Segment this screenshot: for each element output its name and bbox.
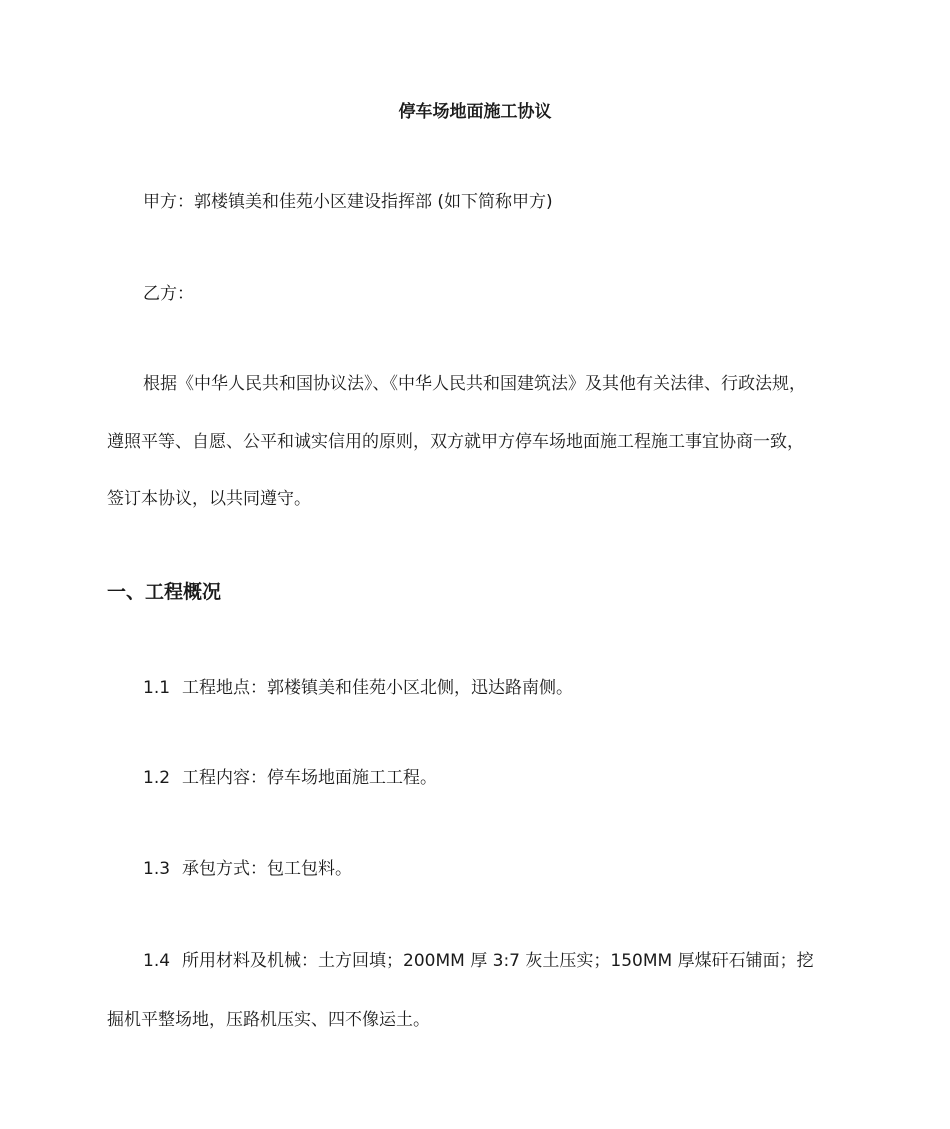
section-heading-overview: 一、工程概况 bbox=[107, 581, 222, 603]
clause-number: 1.4 bbox=[143, 951, 171, 971]
preamble-line-3: 签订本协议，以共同遵守。 bbox=[107, 489, 311, 509]
clause-1-4 bbox=[143, 949, 814, 973]
clause-number: 1.3 bbox=[143, 859, 171, 879]
clause-number: 1.2 bbox=[143, 768, 171, 788]
clause-text: 所用材料及机械：土方回填；200MM 厚 3:7 灰土压实；150MM 厚煤矸石铺面；挖 bbox=[182, 951, 814, 971]
clause-1-1 bbox=[143, 676, 573, 700]
clause-1-4-continuation: 掘机平整场地，压路机压实、四不像运土。 bbox=[107, 1010, 430, 1030]
document-title: 停车场地面施工协议 bbox=[398, 102, 552, 122]
preamble-line-2: 遵照平等、自愿、公平和诚实信用的原则，双方就甲方停车场地面施工程施工事宜协商一致， bbox=[107, 432, 804, 452]
clause-text: 承包方式：包工包料。 bbox=[182, 859, 353, 879]
clause-1-3 bbox=[143, 857, 352, 881]
clause-1-2 bbox=[143, 766, 437, 790]
party-b-line: 乙方： bbox=[143, 284, 194, 304]
clause-number: 1.1 bbox=[143, 678, 171, 698]
clause-text: 工程地点：郭楼镇美和佳苑小区北侧，迅达路南侧。 bbox=[182, 678, 574, 698]
preamble-line-1: 根据《中华人民共和国协议法》、《中华人民共和国建筑法》及其他有关法律、行政法规， bbox=[143, 374, 806, 394]
clause-text: 工程内容：停车场地面施工工程。 bbox=[182, 768, 438, 788]
party-a-line: 甲方：郭楼镇美和佳苑小区建设指挥部 (如下简称甲方) bbox=[143, 192, 553, 212]
